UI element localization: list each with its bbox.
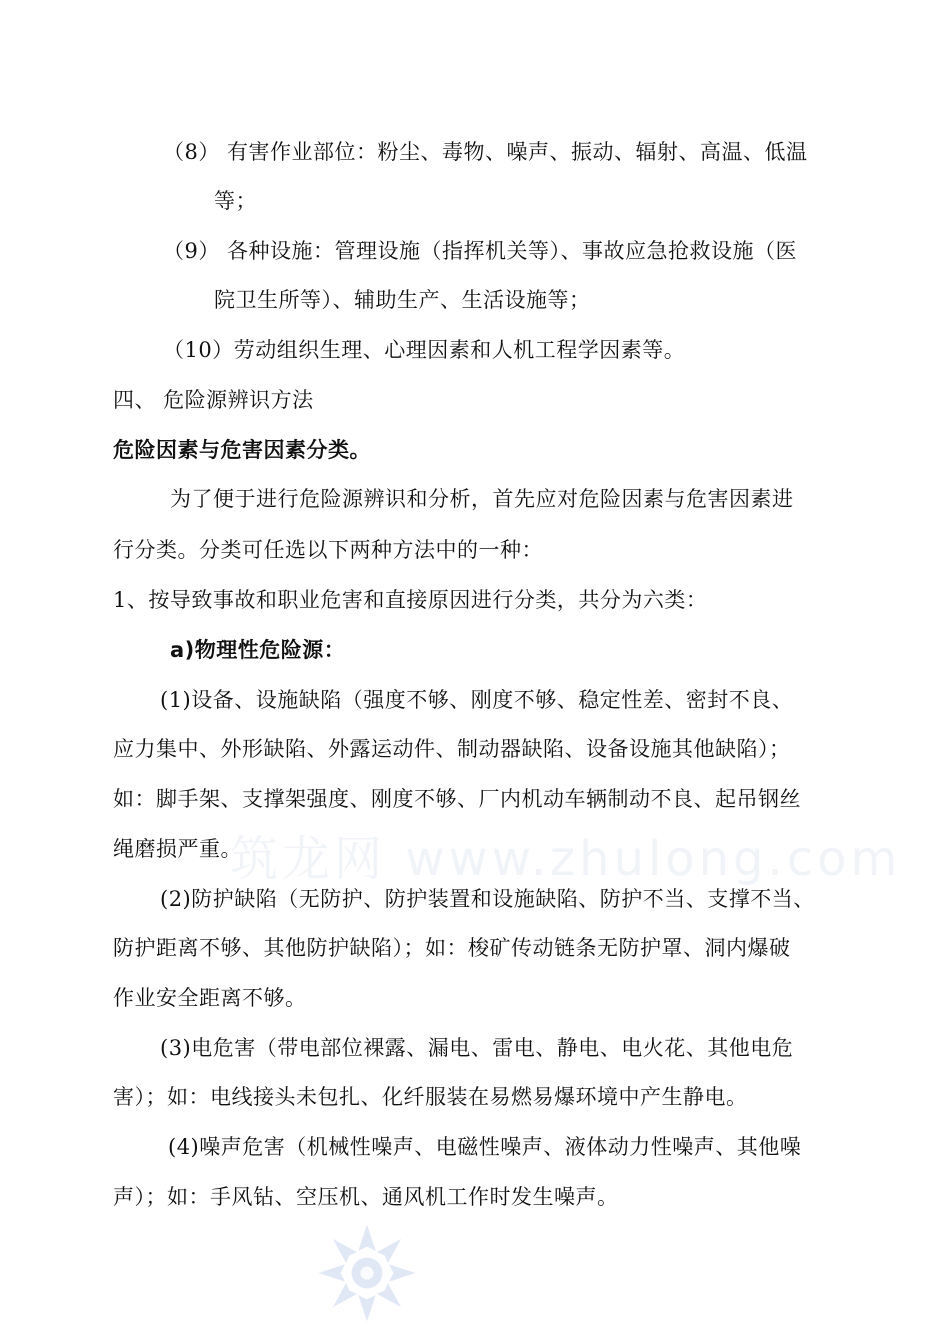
paragraph-line-21: (4)噪声危害（机械性噪声、电磁性噪声、液体动力性噪声、其他噪 [168, 1135, 802, 1159]
paragraph-line-18: 作业安全距离不够。 [113, 986, 307, 1010]
paragraph-line-9: 行分类。分类可任选以下两种方法中的一种： [113, 538, 543, 562]
bold-subheading: 危险因素与危害因素分类。 [113, 438, 371, 462]
paragraph-line-4: 院卫生所等）、辅助生产、生活设施等； [214, 288, 591, 312]
paragraph-line-2: 等； [214, 189, 257, 213]
watermark-logo-icon [312, 1218, 422, 1328]
paragraph-line-22: 声）；如：手风钻、空压机、通风机工作时发生噪声。 [113, 1185, 619, 1209]
paragraph-line-12: (1)设备、设施缺陷（强度不够、刚度不够、稳定性差、密封不良、 [160, 688, 794, 712]
paragraph-line-10: 1、按导致事故和职业危害和直接原因进行分类，共分为六类： [113, 588, 708, 612]
paragraph-line-1: （8） 有害作业部位：粉尘、毒物、噪声、振动、辐射、高温、低温 [163, 140, 808, 164]
section-heading: 四、 危险源辨识方法 [113, 388, 314, 412]
category-heading-physical: a)物理性危险源： [170, 638, 346, 662]
paragraph-line-17: 防护距离不够、其他防护缺陷）；如：梭矿传动链条无防护罩、洞内爆破 [113, 936, 791, 960]
paragraph-line-15: 绳磨损严重。 [113, 837, 242, 861]
paragraph-line-5: （10）劳动组织生理、心理因素和人机工程学因素等。 [163, 338, 686, 362]
paragraph-line-20: 害）；如：电线接头未包扎、化纤服装在易燃易爆环境中产生静电。 [113, 1085, 748, 1109]
paragraph-line-16: (2)防护缺陷（无防护、防护装置和设施缺陷、防护不当、支撑不当、 [160, 887, 815, 911]
paragraph-line-19: (3)电危害（带电部位裸露、漏电、雷电、静电、电火花、其他电危 [160, 1036, 794, 1060]
paragraph-line-14: 如：脚手架、支撑架强度、刚度不够、厂内机动车辆制动不良、起吊钢丝 [113, 787, 801, 811]
paragraph-line-8: 为了便于进行危险源辨识和分析，首先应对危险因素与危害因素进 [170, 487, 794, 511]
paragraph-line-13: 应力集中、外形缺陷、外露运动件、制动器缺陷、设备设施其他缺陷）； [113, 737, 791, 761]
paragraph-line-3: （9） 各种设施：管理设施（指挥机关等）、事故应急抢救设施（医 [163, 239, 798, 263]
watermark-text: 筑龙网 www.zhulong.com [230, 831, 902, 887]
